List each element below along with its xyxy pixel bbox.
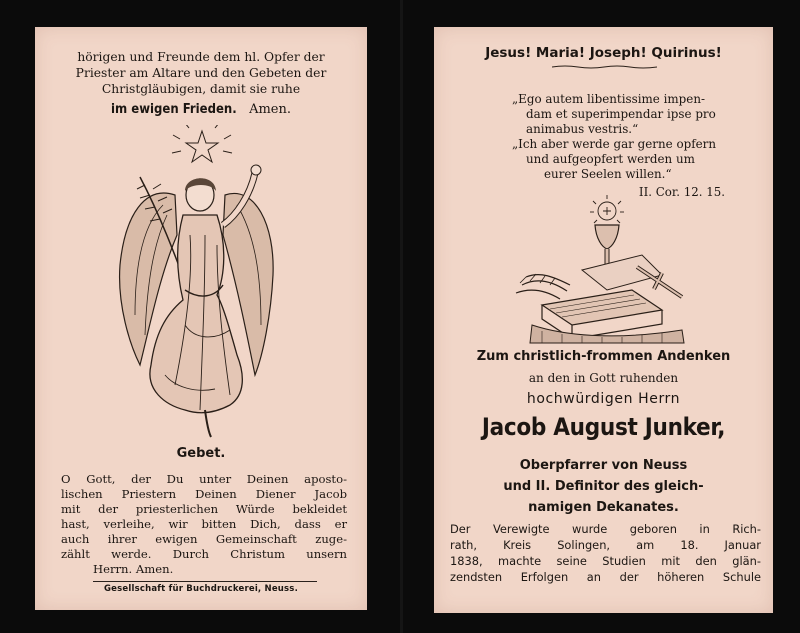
memorial-intro: an den in Gott ruhenden [528, 371, 679, 385]
clergy-rank: hochwürdigen Herrn [526, 391, 681, 407]
scripture-quote-line: „Ich aber werde gar gerne opfern [512, 137, 717, 151]
biography-line: Der Verewigte wurde geboren in Rich- [450, 522, 761, 536]
closing-amen: Amen. [249, 102, 291, 117]
memorial-heading: Zum christlich-frommen Andenken [476, 349, 731, 364]
prayer-line: mit der priesterlichen Würde bekleidet [61, 502, 347, 516]
chalice-illustration [512, 195, 692, 345]
scripture-citation: II. Cor. 12. 15. [638, 185, 725, 199]
prayer-title: Gebet. [176, 446, 226, 461]
prayer-line: zählt werde. Durch Christum unsern [61, 547, 347, 561]
biography-line: rath, Kreis Solingen, am 18. Januar [450, 538, 761, 552]
scripture-quote-line: eurer Seelen willen.“ [544, 167, 672, 181]
halo-star-icon [172, 125, 232, 162]
ornamental-rule [552, 65, 657, 69]
divider [93, 581, 317, 582]
closing-phrase: im ewigen Frieden. [111, 102, 237, 117]
intro-text-line: Priester am Altare und den Gebeten der [75, 66, 327, 80]
intro-text-line: hörigen und Freunde dem hl. Opfer der [77, 50, 325, 64]
closing-line [35, 102, 367, 117]
scripture-quote-line: animabus vestris.“ [526, 122, 639, 136]
card-separator [400, 0, 403, 633]
scripture-quote-line: dam et superimpendar ipse pro [526, 107, 716, 121]
role-line: namigen Dekanates. [528, 500, 679, 515]
deceased-name: Jacob August Junker, [481, 413, 726, 441]
printer-credit: Gesellschaft für Buchdruckerei, Neuss. [103, 584, 298, 594]
biography-line: 1838, machte seine Studien mit den glän- [450, 554, 761, 568]
prayer-line: O Gott, der Du unter Deinen aposto- [61, 472, 347, 486]
intro-text-line: Christgläubigen, damit sie ruhe [101, 82, 301, 96]
right-memorial-card [434, 27, 773, 613]
prayer-line: auch ihrer ewigen Gemeinschaft zuge- [61, 532, 347, 546]
prayer-line: hast, verleihe, wir bitten Dich, dass er [61, 517, 347, 531]
prayer-line: lischen Priestern Deinen Diener Jacob [61, 487, 347, 501]
prayer-line: Herrn. Amen. [93, 562, 174, 576]
host-rays-icon [590, 195, 624, 223]
biography-line: zendsten Erfolgen an der höheren Schule [450, 570, 761, 584]
scripture-quote-line: und aufgeopfert werden um [526, 152, 695, 166]
scripture-quote-line: „Ego autem libentissime impen- [512, 92, 706, 106]
left-prayer-card [35, 27, 367, 610]
role-line: Oberpfarrer von Neuss [519, 458, 688, 473]
role-line: und II. Definitor des gleich- [503, 479, 704, 494]
invocation-header: Jesus! Maria! Joseph! Quirinus! [485, 45, 722, 61]
angel-illustration [105, 125, 295, 443]
